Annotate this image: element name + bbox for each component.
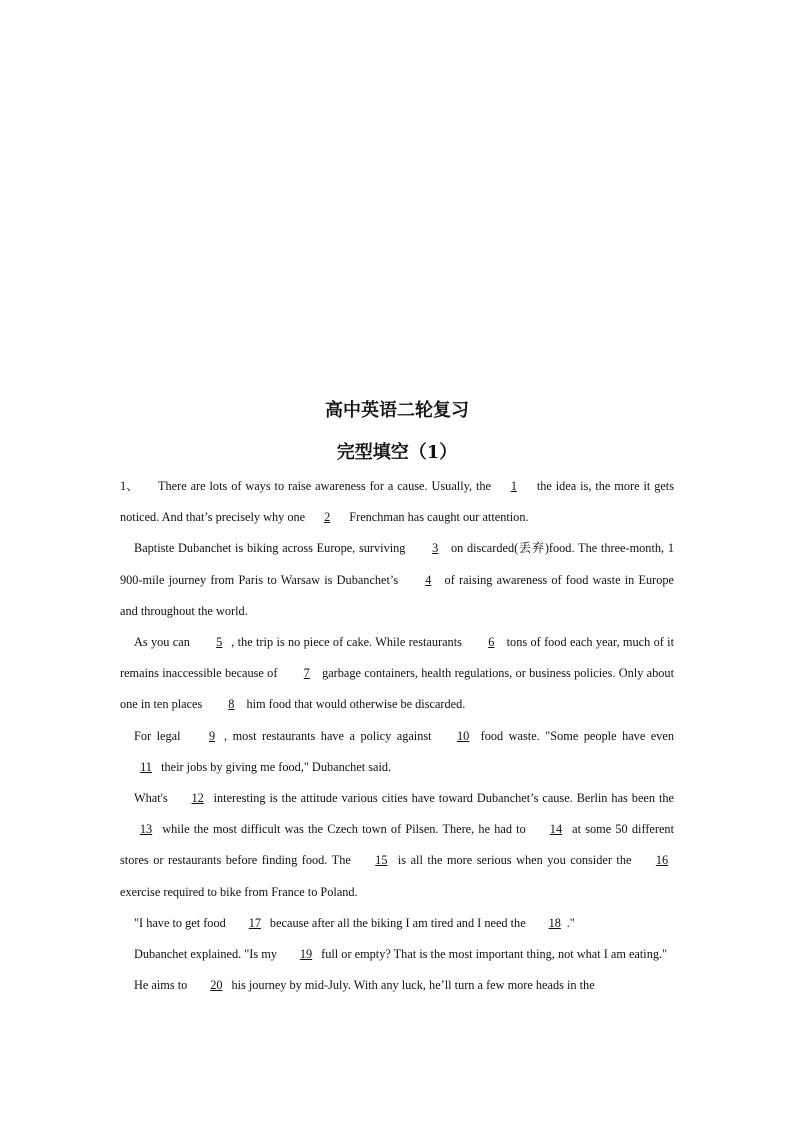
paragraph-3: As you can 5 , the trip is no piece of cake. While restaurants 6 tons of food each year, much of it remains inaccessible because of 7 garbage containers, health regulations, or business policies. Only about one in ten places 8 him food that would otherwise be discarded. <box>120 627 674 721</box>
blank-9: 9 <box>208 728 216 743</box>
blank-13: 13 <box>139 822 153 837</box>
question-number: 1、 <box>120 479 139 493</box>
blank-3: 3 <box>432 541 439 556</box>
blank-8: 8 <box>228 697 235 712</box>
paragraph-2: Baptiste Dubanchet is biking across Europe, surviving 3 on discarded(丢弃)food. The three-month, 1 900-mile journey from Paris to Warsaw is Dubanchet’s 4 of raising awareness of food waste in Europe and throughout the world. <box>120 533 674 627</box>
paragraph-6: "I have to get food 17 because after all the biking I am tired and I need the 18 ." <box>120 908 674 939</box>
paragraph-8: He aims to 20 his journey by mid-July. With any luck, he’ll turn a few more heads in the <box>120 970 674 1001</box>
paragraph-4: For legal 9 , most restaurants have a policy against 10 food waste. "Some people have even 11 their jobs by giving me food," Dubanchet said. <box>120 721 674 783</box>
blank-17: 17 <box>248 915 261 930</box>
blank-11: 11 <box>140 759 152 774</box>
paragraph-1: 1、 There are lots of ways to raise awareness for a cause. Usually, the 1 the idea is, the more it gets noticed. And that’s precisely why one 2 Frenchman has caught our attention. <box>120 471 674 533</box>
blank-7: 7 <box>303 666 310 681</box>
blank-4: 4 <box>425 572 432 587</box>
blank-18: 18 <box>548 915 561 930</box>
blank-16: 16 <box>655 853 669 868</box>
blank-2: 2 <box>324 510 331 525</box>
blank-5: 5 <box>216 635 223 650</box>
passage <box>120 471 674 1001</box>
page-subtitle: 完型填空（1） <box>336 442 458 463</box>
paragraph-7: Dubanchet explained. "Is my 19 full or empty? That is the most important thing, not what I am eating." <box>120 939 674 970</box>
paragraph-5: What's 12 interesting is the attitude various cities have toward Dubanchet’s cause. Berlin has been the 13 while the most difficult was the Czech town of Pilsen. There, he had to 14 at some 50 different stores or restaurants before finding food. The 15 is all the more serious when you consider the 16 exercise required to bike from France to Poland. <box>120 783 674 908</box>
blank-10: 10 <box>456 728 470 743</box>
page-title: 高中英语二轮复习 <box>325 400 469 421</box>
blank-14: 14 <box>549 822 563 837</box>
blank-12: 12 <box>191 791 204 806</box>
blank-15: 15 <box>375 853 388 868</box>
blank-6: 6 <box>488 635 495 650</box>
blank-19: 19 <box>299 947 313 962</box>
blank-1: 1 <box>510 479 517 493</box>
blank-20: 20 <box>210 978 223 993</box>
